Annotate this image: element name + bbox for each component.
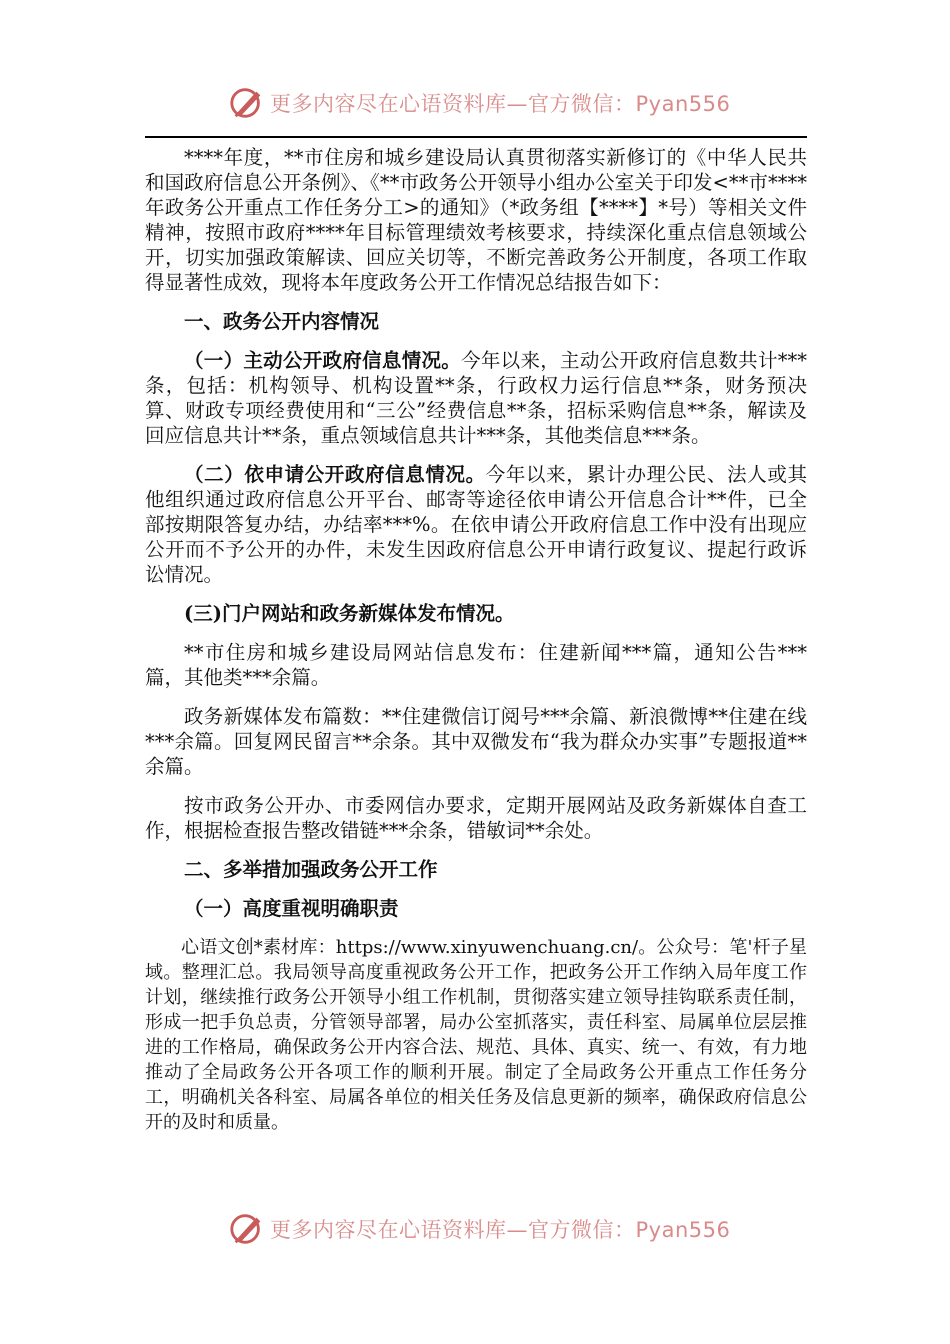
section-1-item-1-text: 今年以来，主动公开政府信息数共计***条，包括：机构领导、机构设置**条，行政权力运行信息**条，财务预决算、财政专项经费使用和“三公”经费信息**条，招标采购信息**条，解读及回应信息共计**条，重点领域信息共计***条，其他类信息***条。 [145, 349, 807, 447]
section-2-item-1-title: （一）高度重视明确职责 [184, 897, 399, 920]
pen-logo-icon [228, 1210, 266, 1248]
section-2-item-1-text: 心语文创*素材库：https://www.xinyuwenchuang.cn/。公众号：笔'杆子星域。整理汇总。我局领导高度重视政务公开工作，把政务公开工作纳入局年度工作计划，继续推行政务公开领导小组工作机制，贯彻落实建立领导挂钩联系责任制，形成一把手负总责，分管领导部署，局办公室抓落实，责任科室、局属单位层层推进的工作格局，确保政务公开内容合法、规范、具体、真实、统一、有效，有力地推动了全局政务公开各项工作的顺利开展。制定了全局政务公开重点工作任务分工，明确机关各科室、局属各单位的相关任务及信息更新的频率，确保政府信息公开的及时和质量。 [145, 937, 807, 1133]
section-1-item-3-paragraph-2: 政务新媒体发布篇数：**住建微信订阅号***余篇、新浪微博**住建在线***余篇。回复网民留言**余条。其中双微发布“我为群众办实事”专题报道**余篇。 [145, 705, 807, 778]
pen-logo-icon [228, 84, 266, 122]
section-1-item-2-lead: （二）依申请公开政府信息情况。 [184, 463, 486, 486]
section-1-item-2 [145, 462, 807, 587]
document-body [145, 145, 807, 1135]
section-1-item-3-paragraph-1: **市住房和城乡建设局网站信息发布：住建新闻***篇，通知公告***篇，其他类***余篇。 [145, 641, 807, 689]
intro-paragraph: ****年度，**市住房和城乡建设局认真贯彻落实新修订的《中华人民共和国政府信息公开条例》、《**市政务公开领导小组办公室关于印发<**市****年政务公开重点工作任务分工>的通知》（*政务组【****】*号）等相关文件精神，按照市政府****年目标管理绩效考核要求，持续深化重点信息领域公开，切实加强政策解读、回应关切等，不断完善政务公开制度，各项工作取得显著性成效，现将本年度政务公开工作情况总结报告如下： [145, 146, 807, 294]
footer-banner-text: 更多内容尽在心语资料库—官方微信：Pyan556 [270, 1218, 731, 1242]
header-banner-text: 更多内容尽在心语资料库—官方微信：Pyan556 [270, 92, 731, 116]
header-banner [228, 80, 731, 126]
section-1-item-3-title: (三)门户网站和政务新媒体发布情况。 [184, 602, 515, 625]
section-1-item-3-paragraph-3: 按市政务公开办、市委网信办要求，定期开展网站及政务新媒体自查工作，根据检查报告整改错链***余条，错敏词**余处。 [145, 794, 807, 842]
section-1-item-2-text: 今年以来，累计办理公民、法人或其他组织通过政府信息公开平台、邮寄等途径依申请公开信息合计**件，已全部按期限答复办结，办结率***%。在依申请公开政府信息工作中没有出现应公开而不予公开的办件，未发生因政府信息公开申请行政复议、提起行政诉讼情况。 [145, 463, 807, 586]
section-1-item-1 [145, 348, 807, 448]
section-2-title: 二、多举措加强政务公开工作 [184, 858, 438, 881]
section-1-item-1-lead: （一）主动公开政府信息情况。 [184, 349, 462, 372]
footer-banner [228, 1206, 731, 1252]
header-divider [145, 136, 807, 138]
section-1-title: 一、政务公开内容情况 [184, 310, 380, 333]
